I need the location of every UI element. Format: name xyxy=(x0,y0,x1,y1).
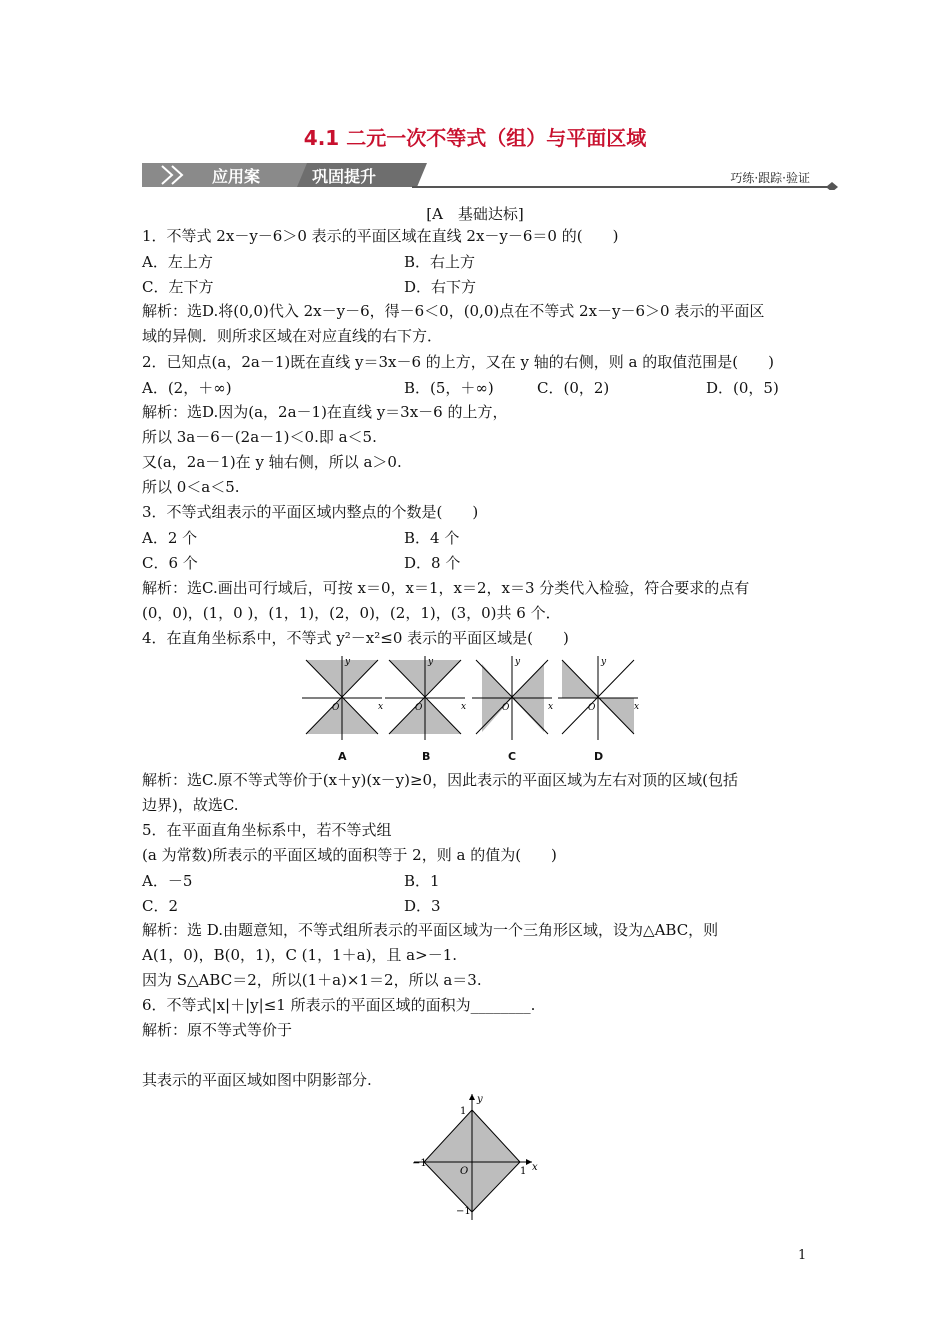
banner-left-label: 应用案 xyxy=(212,167,261,186)
page-number: 1 xyxy=(798,1248,807,1263)
svg-text:1: 1 xyxy=(460,1106,467,1117)
q1-solution-line2: 域的异侧．则所求区域在对应直线的右下方． xyxy=(142,327,443,345)
q4-figure-b xyxy=(385,652,471,748)
q4-figure-d xyxy=(558,652,644,748)
svg-text:O: O xyxy=(460,1166,469,1177)
q2-option-b: B．(5，＋∞) xyxy=(404,379,494,397)
q6-figure xyxy=(408,1090,548,1230)
svg-text:y: y xyxy=(601,657,607,667)
q1-option-b: B．右上方 xyxy=(404,253,476,271)
q2-option-c: C．(0，2) xyxy=(537,379,610,397)
q5-solution-line3: 因为 S△ABC＝2，所以(1＋a)×1＝2，所以 a＝3. xyxy=(142,971,482,989)
q4-label-b: B xyxy=(422,750,431,763)
q5-solution-line1: 解析：选 D.由题意知，不等式组所表示的平面区域为一个三角形区域，设为△ABC，则 xyxy=(142,921,719,939)
q5-option-d: D．3 xyxy=(404,897,441,915)
svg-text:1: 1 xyxy=(520,1166,527,1177)
svg-text:O: O xyxy=(588,703,596,713)
svg-text:y: y xyxy=(515,657,521,667)
q4-label-d: D xyxy=(594,750,604,763)
q1-stem: 1．不等式 2x－y－6＞0 表示的平面区域在直线 2x－y－6＝0 的( ) xyxy=(142,227,619,245)
q3-option-c: C．6 个 xyxy=(142,554,198,572)
q5-option-a: A．－5 xyxy=(142,872,193,890)
q6-stem: 6．不等式|x|＋|y|≤1 所表示的平面区域的面积为________. xyxy=(142,996,536,1014)
q5-option-c: C．2 xyxy=(142,897,179,915)
svg-text:x: x xyxy=(378,702,384,712)
svg-text:O: O xyxy=(415,703,423,713)
q5-stem-line2: (a 为常数)所表示的平面区域的面积等于 2，则 a 的值为( ) xyxy=(142,846,557,864)
q5-stem-line1: 5．在平面直角坐标系中，若不等式组 xyxy=(142,821,392,839)
q3-option-a: A．2 个 xyxy=(142,529,198,547)
svg-text:x: x xyxy=(548,702,554,712)
q4-label-a: A xyxy=(338,750,347,763)
q2-option-a: A．(2，＋∞) xyxy=(142,379,232,397)
page-title: 4.1 二元一次不等式（组）与平面区域 xyxy=(303,126,647,150)
q2-solution-line2: 所以 3a－6－(2a－1)＜0.即 a＜5. xyxy=(142,428,377,446)
q1-solution-line1: 解析：选D.将(0,0)代入 2x－y－6，得－6＜0，(0,0)点在不等式 2x－y－6＞0 表示的平面区 xyxy=(142,302,765,320)
q5-option-b: B．1 xyxy=(404,872,440,890)
q2-solution-line3: 又(a，2a－1)在 y 轴右侧，所以 a＞0. xyxy=(142,453,402,471)
banner-right-label: 巩固提升 xyxy=(312,167,377,186)
banner-tagline: 巧练·跟踪·验证 xyxy=(730,171,810,185)
q1-option-a: A．左上方 xyxy=(142,253,213,271)
section-banner xyxy=(142,160,838,190)
q3-solution-line1: 解析：选C.画出可行域后，可按 x＝0，x＝1，x＝2，x＝3 分类代入检验，符合要求的点有 xyxy=(142,579,750,597)
q3-option-b: B．4 个 xyxy=(404,529,460,547)
q2-option-d: D．(0，5) xyxy=(706,379,779,397)
q4-stem: 4．在直角坐标系中，不等式 y²－x²≤0 表示的平面区域是( ) xyxy=(142,629,569,647)
svg-text:x: x xyxy=(532,1162,538,1173)
svg-text:x: x xyxy=(634,702,640,712)
q1-option-d: D．右下方 xyxy=(404,278,477,296)
q2-stem: 2．已知点(a，2a－1)既在直线 y＝3x－6 的上方，又在 y 轴的右侧，则 a 的取值范围是( ) xyxy=(142,353,774,371)
q6-solution-line2: 其表示的平面区域如图中阴影部分. xyxy=(142,1071,372,1089)
svg-text:y: y xyxy=(345,657,351,667)
svg-text:−1: −1 xyxy=(412,1158,427,1169)
svg-text:O: O xyxy=(502,703,510,713)
svg-text:y: y xyxy=(477,1094,483,1105)
q6-solution-line1: 解析：原不等式等价于 xyxy=(142,1021,293,1039)
q4-figure-a xyxy=(302,652,388,748)
q1-option-c: C．左下方 xyxy=(142,278,214,296)
q3-solution-line2: (0，0)，(1，0 )，(1，1)，(2，0)，(2，1)，(3，0)共 6 个． xyxy=(142,604,561,622)
svg-text:−1: −1 xyxy=(456,1206,471,1217)
section-heading: [A 基础达标] xyxy=(426,205,524,223)
q5-solution-line2: A(1，0)，B(0，1)，C (1，1＋a)，且 a>－1. xyxy=(142,946,458,964)
q2-solution-line1: 解析：选D.因为(a，2a－1)在直线 y＝3x－6 的上方， xyxy=(142,403,508,421)
q3-option-d: D．8 个 xyxy=(404,554,461,572)
q4-solution-line2: 边界)，故选C. xyxy=(142,796,239,814)
svg-text:x: x xyxy=(461,702,467,712)
svg-text:y: y xyxy=(428,657,434,667)
svg-text:O: O xyxy=(332,703,340,713)
q2-solution-line4: 所以 0＜a＜5. xyxy=(142,478,240,496)
q3-stem: 3．不等式组表示的平面区域内整点的个数是( ) xyxy=(142,503,479,521)
q4-figure-c xyxy=(472,652,558,748)
q4-solution-line1: 解析：选C.原不等式等价于(x＋y)(x－y)≥0，因此表示的平面区域为左右对顶的区域(包括 xyxy=(142,771,738,789)
q4-label-c: C xyxy=(508,750,517,763)
